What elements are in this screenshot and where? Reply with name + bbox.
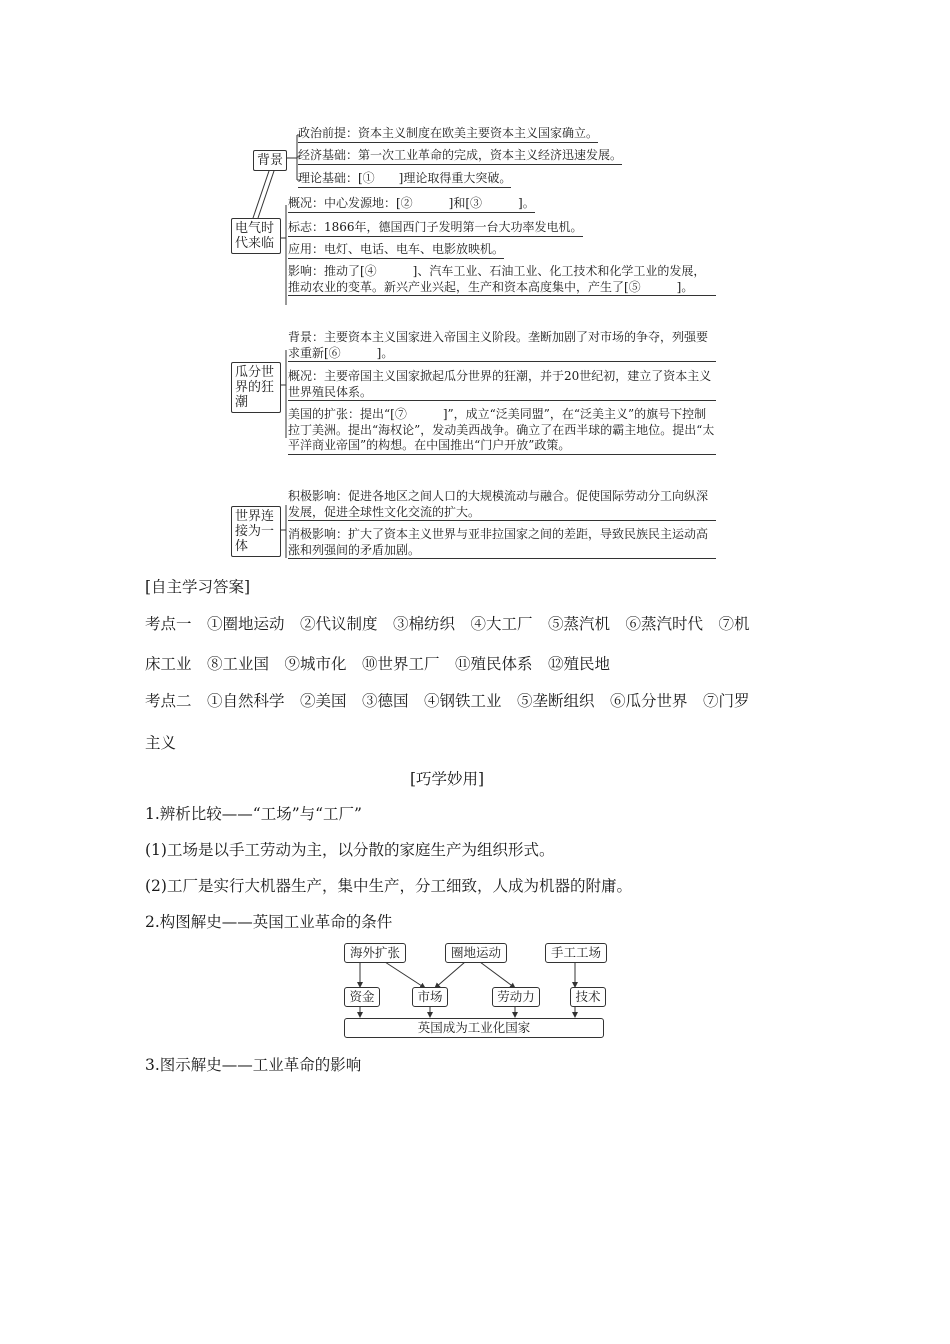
answers-heading: [自主学习答案] bbox=[145, 578, 251, 596]
answers-line-3: 考点二 ①自然科学 ②美国 ③德国 ④钢铁工业 ⑤垄断组织 ⑥瓜分世界 ⑦门罗 bbox=[145, 692, 750, 710]
skills-p2: (1)工场是以手工劳动为主，以分散的家庭生产为组织形式。 bbox=[145, 841, 555, 859]
flow-overseas-expansion: 海外扩张 bbox=[344, 943, 406, 963]
sec1-item-theory: 理论基础：[① ]理论取得重大突破。 bbox=[298, 171, 511, 188]
skills-p1: 1.辨析比较——“工场”与“工厂” bbox=[145, 805, 362, 823]
sec4-item-positive: 积极影响：促进各地区之间人口的大规模流动与融合。促使国际劳动分工向纵深发展，促进全球性文化交流的扩大。 bbox=[288, 489, 716, 521]
node-world-connected: 世界连接为一体 bbox=[231, 506, 281, 557]
sec1-item-economic: 经济基础：第一次工业革命的完成，资本主义经济迅速发展。 bbox=[298, 148, 622, 165]
flow-labor: 劳动力 bbox=[492, 987, 540, 1007]
answers-line-2: 床工业 ⑧工业国 ⑨城市化 ⑩世界工厂 ⑪殖民体系 ⑫殖民地 bbox=[145, 655, 611, 673]
sec2-item-symbol: 标志：1866年，德国西门子发明第一台大功率发电机。 bbox=[288, 220, 583, 237]
sec4-item-negative: 消极影响：扩大了资本主义世界与亚非拉国家之间的差距，导致民族民主运动高涨和列强间的矛盾加剧。 bbox=[288, 527, 716, 559]
answers-line-1: 考点一 ①圈地运动 ②代议制度 ③棉纺织 ④大工厂 ⑤蒸汽机 ⑥蒸汽时代 ⑦机 bbox=[145, 615, 750, 633]
flow-technology: 技术 bbox=[570, 987, 606, 1007]
flow-result: 英国成为工业化国家 bbox=[344, 1018, 604, 1038]
sec2-item-application: 应用：电灯、电话、电车、电影放映机。 bbox=[288, 242, 504, 259]
skills-p5: 3.图示解史——工业革命的影响 bbox=[145, 1056, 362, 1074]
sec3-item-overview: 概况：主要帝国主义国家掀起瓜分世界的狂潮，并于20世纪初，建立了资本主义世界殖民体系。 bbox=[288, 369, 716, 401]
sec2-item-overview: 概况：中心发源地：[② ]和[③ ]。 bbox=[288, 196, 535, 213]
sec2-item-impact: 影响：推动了[④ ]、汽车工业、石油工业、化工技术和化学工业的发展，推动农业的变革。新兴产业兴起，生产和资本高度集中，产生了[⑤ ]。 bbox=[288, 264, 716, 296]
skills-heading: [巧学妙用] bbox=[410, 770, 485, 788]
sec3-item-background: 背景：主要资本主义国家进入帝国主义阶段。垄断加剧了对市场的争夺，列强要求重新[⑥ ]。 bbox=[288, 330, 716, 362]
skills-p3: (2)工厂是实行大机器生产，集中生产，分工细致，人成为机器的附庸。 bbox=[145, 877, 632, 895]
node-background: 背景 bbox=[253, 150, 287, 171]
answers-line-4: 主义 bbox=[145, 734, 177, 752]
skills-p4: 2.构图解史——英国工业革命的条件 bbox=[145, 913, 393, 931]
node-electric-age: 电气时代来临 bbox=[231, 218, 281, 254]
flow-market: 市场 bbox=[412, 987, 448, 1007]
node-partition: 瓜分世界的狂潮 bbox=[231, 362, 281, 413]
flow-handicraft-workshop: 手工工场 bbox=[545, 943, 607, 963]
sec1-item-political: 政治前提：资本主义制度在欧美主要资本主义国家确立。 bbox=[298, 126, 598, 143]
flow-enclosure: 圈地运动 bbox=[445, 943, 507, 963]
flow-capital: 资金 bbox=[344, 987, 380, 1007]
sec3-item-usa-expansion: 美国的扩张：提出“[⑦ ]”，成立“泛美同盟”，在“泛美主义”的旗号下控制拉丁美洲。提出“海权论”，发动美西战争。确立了在西半球的霸主地位。提出“太平洋商业帝国”的构想。在中国推出“门户开放”政策。 bbox=[288, 407, 716, 455]
